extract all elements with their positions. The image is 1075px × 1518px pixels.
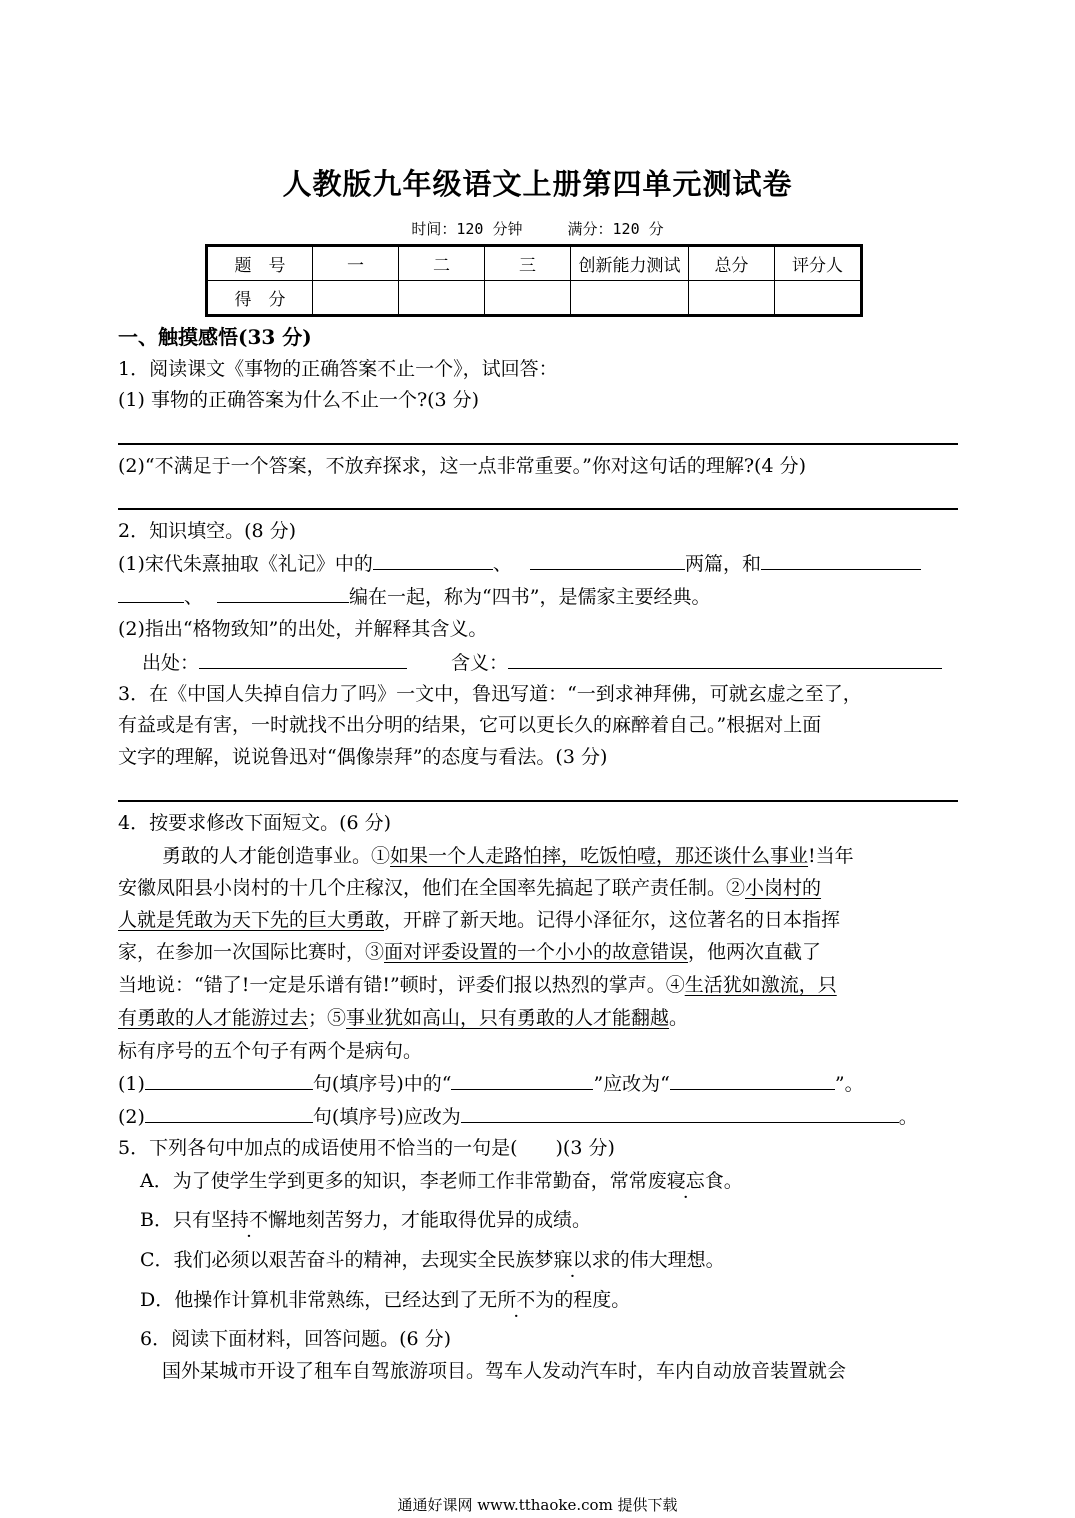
text: 。 bbox=[669, 1007, 689, 1029]
underlined-sentence: 面对评委设置的一个小小的故意错误 bbox=[384, 941, 689, 963]
q1-part2: (2)“不满足于一个答案，不放弃探求，这一点非常重要。”你对这句话的理解?(4 分) bbox=[118, 455, 806, 477]
q6-passage-line: 国外某城市开设了租车自驾旅游项目。驾车人发动汽车时，车内自动放音装置就会 bbox=[162, 1360, 847, 1382]
text: 地刻苦努力，才能取得优异的成绩。 bbox=[286, 1209, 591, 1231]
q4-passage-line bbox=[118, 938, 821, 966]
fill-blank[interactable] bbox=[508, 648, 942, 669]
q4-stem: 4．按要求修改下面短文。(6 分) bbox=[118, 812, 392, 834]
text: 家，在参加一次国际比赛时，③ bbox=[118, 941, 385, 963]
fill-blank[interactable] bbox=[761, 549, 921, 570]
text: (1) bbox=[118, 1073, 145, 1095]
text: 、 bbox=[184, 586, 204, 608]
text: D．他操作计算机非常熟练，已经达到了 bbox=[140, 1289, 479, 1311]
q4-passage-line bbox=[118, 874, 821, 902]
score-table bbox=[205, 244, 863, 317]
text: ；⑤ bbox=[308, 1007, 347, 1029]
dotted-idiom: 无所不为 bbox=[478, 1289, 555, 1311]
q3-line: 3．在《中国人失掉自信力了吗》一文中，鲁迅写道：“一到求神拜佛，可就玄虚之至了， bbox=[118, 683, 862, 705]
answer-line[interactable] bbox=[118, 443, 958, 445]
header-cell: 二 bbox=[399, 246, 485, 281]
text: ，他两次直截了 bbox=[688, 941, 822, 963]
text: ，开辟了新天地。记得小泽征尔，这位著名的日本指挥 bbox=[384, 909, 841, 931]
answer-line[interactable] bbox=[118, 508, 958, 510]
text: ”。 bbox=[834, 1073, 864, 1095]
header-cell: 创新能力测试 bbox=[571, 246, 689, 281]
header-cell: 总分 bbox=[689, 246, 775, 281]
underlined-sentence: 生活犹如激流，只 bbox=[684, 974, 837, 996]
fill-blank[interactable] bbox=[461, 1102, 899, 1123]
q5-option-d[interactable] bbox=[140, 1286, 630, 1314]
exam-full-score: 满分：120 分 bbox=[567, 220, 664, 238]
q5-option-a[interactable] bbox=[140, 1167, 743, 1195]
q2-part1-line2 bbox=[118, 582, 710, 611]
q4-passage-line bbox=[118, 971, 837, 999]
text: C．我们必须以艰苦奋斗的精神，去现实全民族 bbox=[140, 1249, 535, 1271]
q2-part2: (2)指出“格物致知”的出处，并解释其含义。 bbox=[118, 618, 488, 640]
score-table-header-row bbox=[207, 246, 862, 281]
q5-option-c[interactable] bbox=[140, 1246, 725, 1274]
exam-info bbox=[0, 218, 1075, 239]
q6-stem: 6．阅读下面材料，回答问题。(6 分) bbox=[140, 1328, 452, 1350]
text: (1)宋代朱熹抽取《礼记》中的 bbox=[118, 553, 373, 575]
q3-line: 有益或是有害，一时就找不出分明的结果，它可以更长久的麻醉着自己。”根据对上面 bbox=[118, 714, 822, 736]
exam-time: 时间：120 分钟 bbox=[411, 220, 523, 238]
dotted-idiom: 坚持不懈 bbox=[210, 1209, 287, 1231]
text: 。 bbox=[723, 1170, 743, 1192]
q4-passage-line bbox=[162, 842, 854, 870]
q5-stem: 5．下列各句中加点的成语使用不恰当的一句是( )(3 分) bbox=[118, 1137, 615, 1159]
text: 句(填序号)应改为 bbox=[312, 1106, 461, 1128]
q1-stem: 1．阅读课文《事物的正确答案不止一个》，试回答： bbox=[118, 358, 558, 380]
text: 的程度。 bbox=[554, 1289, 631, 1311]
score-table-score-row bbox=[207, 281, 862, 316]
q2-part1-line1 bbox=[118, 549, 921, 578]
q4-instruction: 标有序号的五个句子有两个是病句。 bbox=[118, 1040, 423, 1062]
dotted-idiom: 废寝忘食 bbox=[647, 1170, 724, 1192]
row-label: 得 分 bbox=[207, 281, 313, 316]
header-cell: 一 bbox=[313, 246, 399, 281]
underlined-sentence: 事业犹如高山，只有勇敢的人才能翻越 bbox=[346, 1007, 670, 1029]
fill-blank[interactable] bbox=[145, 1102, 313, 1123]
score-cell[interactable] bbox=[775, 281, 862, 316]
text: B．只有 bbox=[140, 1209, 211, 1231]
section-heading: 一、触摸感悟(33 分) bbox=[118, 325, 312, 349]
header-cell: 评分人 bbox=[775, 246, 862, 281]
text: 。 bbox=[898, 1106, 918, 1128]
fill-blank[interactable] bbox=[670, 1069, 835, 1090]
source-label: 出处： bbox=[142, 652, 200, 674]
text: 安徽凤阳县小岗村的十几个庄稼汉，他们在全国率先搞起了联产责任制。② bbox=[118, 877, 746, 899]
text: A．为了使学生学到更多的知识，李老师工作非常勤奋，常常 bbox=[140, 1170, 648, 1192]
score-cell[interactable] bbox=[313, 281, 399, 316]
underlined-sentence: 如果一个人走路怕摔，吃饭怕噎，那还谈什么事业 bbox=[390, 845, 809, 867]
text: 、 bbox=[492, 553, 512, 575]
text: !当年 bbox=[808, 845, 854, 867]
q1-part1: (1) 事物的正确答案为什么不止一个?(3 分) bbox=[118, 389, 480, 411]
underlined-sentence: 小岗村的 bbox=[745, 877, 822, 899]
underlined-sentence: 人就是凭敢为天下先的巨大勇敢 bbox=[118, 909, 385, 931]
score-cell[interactable] bbox=[485, 281, 571, 316]
fill-blank[interactable] bbox=[217, 582, 349, 603]
text: 当地说：“错了!一定是乐谱有错!”顿时，评委们报以热烈的掌声。④ bbox=[118, 974, 685, 996]
text: 两篇，和 bbox=[684, 553, 761, 575]
score-cell[interactable] bbox=[689, 281, 775, 316]
header-cell: 题 号 bbox=[207, 246, 313, 281]
fill-blank[interactable] bbox=[145, 1069, 313, 1090]
score-cell[interactable] bbox=[571, 281, 689, 316]
page-footer: 通通好课网 www.tthaoke.com 提供下载 bbox=[397, 1496, 678, 1514]
fill-blank[interactable] bbox=[530, 549, 685, 570]
answer-line[interactable] bbox=[118, 800, 958, 802]
header-cell: 三 bbox=[485, 246, 571, 281]
fill-blank[interactable] bbox=[199, 648, 407, 669]
q5-option-b[interactable] bbox=[140, 1206, 591, 1234]
q2-stem: 2．知识填空。(8 分) bbox=[118, 520, 297, 542]
page-title: 人教版九年级语文上册第四单元测试卷 bbox=[282, 167, 793, 201]
fill-blank[interactable] bbox=[118, 582, 184, 603]
fill-blank[interactable] bbox=[451, 1069, 593, 1090]
text: 句(填序号)中的“ bbox=[312, 1073, 452, 1095]
score-cell[interactable] bbox=[399, 281, 485, 316]
dotted-idiom: 梦寐以求 bbox=[534, 1249, 611, 1271]
q4-answer-1 bbox=[118, 1069, 864, 1098]
q4-passage-line bbox=[118, 1004, 688, 1032]
meaning-label: 含义： bbox=[451, 652, 509, 674]
q4-passage-line bbox=[118, 906, 840, 934]
underlined-sentence: 有勇敢的人才能游过去 bbox=[118, 1007, 309, 1029]
fill-blank[interactable] bbox=[373, 549, 493, 570]
text: 的伟大理想。 bbox=[610, 1249, 725, 1271]
q4-answer-2 bbox=[118, 1102, 918, 1131]
text: 编在一起，称为“四书”，是儒家主要经典。 bbox=[349, 586, 711, 608]
q3-line: 文字的理解，说说鲁迅对“偶像崇拜”的态度与看法。(3 分) bbox=[118, 746, 608, 768]
text: 勇敢的人才能创造事业。① bbox=[162, 845, 391, 867]
text: (2) bbox=[118, 1106, 145, 1128]
q2-source-line bbox=[142, 648, 942, 677]
text: ”应改为“ bbox=[593, 1073, 670, 1095]
